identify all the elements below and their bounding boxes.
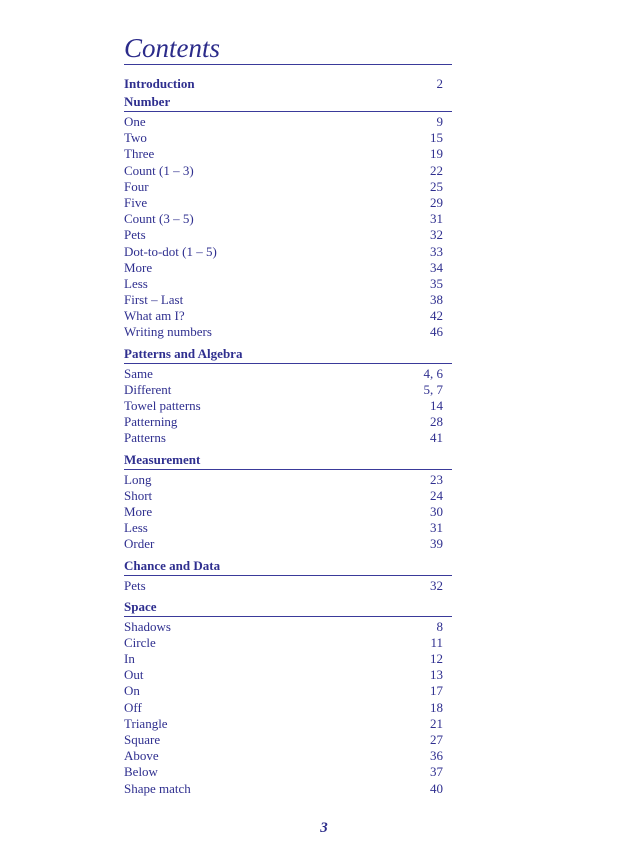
toc-entry-page: 32 bbox=[430, 577, 443, 593]
toc-entry-label: Count (3 – 5) bbox=[124, 211, 194, 227]
toc-entry-page: 19 bbox=[430, 146, 443, 162]
toc-entry-page: 40 bbox=[430, 780, 443, 796]
toc-section bbox=[124, 558, 452, 594]
toc-entry-row[interactable] bbox=[124, 146, 452, 162]
toc-entry-label: Triangle bbox=[124, 715, 168, 731]
toc-entry-row[interactable] bbox=[124, 700, 452, 716]
toc-section-heading bbox=[124, 558, 452, 576]
toc-entry-label: Dot-to-dot (1 – 5) bbox=[124, 243, 217, 259]
toc-entry-row[interactable] bbox=[124, 504, 452, 520]
toc-entry-label: Towel patterns bbox=[124, 398, 201, 413]
toc-entry-label: Patterning bbox=[124, 414, 178, 430]
toc-entry-label: Shadows bbox=[124, 618, 171, 634]
toc-entry-label: More bbox=[124, 259, 153, 275]
toc-entry-row[interactable] bbox=[124, 748, 452, 764]
toc-entry-page: 36 bbox=[430, 748, 443, 764]
toc-entry-label: On bbox=[124, 683, 140, 699]
toc-entry-label: In bbox=[124, 651, 135, 667]
section-heading-label: Measurement bbox=[124, 451, 201, 467]
toc-entry-row[interactable] bbox=[124, 667, 452, 683]
toc-entry-label: Shape match bbox=[124, 780, 191, 796]
toc-entry-row[interactable] bbox=[124, 578, 452, 594]
toc-entry-page: 2 bbox=[436, 76, 443, 91]
toc-entry-row[interactable] bbox=[124, 398, 452, 414]
toc-entry-row[interactable] bbox=[124, 414, 452, 430]
toc-entry-page: 28 bbox=[430, 414, 443, 430]
toc-entry-label: Short bbox=[124, 487, 153, 503]
toc-entry-row[interactable] bbox=[124, 260, 452, 276]
toc-section-heading bbox=[124, 452, 452, 470]
toc-entry-label: Off bbox=[124, 699, 142, 715]
toc-entry-page: 9 bbox=[436, 114, 443, 129]
toc-entry-label: Order bbox=[124, 536, 155, 552]
toc-entry-label: Four bbox=[124, 178, 149, 194]
toc-entry-page: 8 bbox=[436, 618, 443, 634]
toc-entry-page: 31 bbox=[430, 211, 443, 227]
toc-entry-row[interactable] bbox=[124, 227, 452, 243]
toc-section bbox=[124, 94, 452, 341]
section-heading-label: Number bbox=[124, 94, 171, 109]
toc-entry-label: Circle bbox=[124, 634, 156, 650]
toc-entry-label: Less bbox=[124, 520, 148, 536]
toc-entry-label: Writing numbers bbox=[124, 324, 212, 340]
toc-entry-label: First – Last bbox=[124, 292, 184, 308]
toc-entry-row[interactable] bbox=[124, 651, 452, 667]
toc-section bbox=[124, 599, 452, 797]
toc-entry-row[interactable] bbox=[124, 179, 452, 195]
toc-entry-page: 27 bbox=[430, 732, 443, 747]
toc-entry-label: Square bbox=[124, 732, 161, 747]
section-heading-label: Space bbox=[124, 598, 157, 614]
toc-entry-page: 15 bbox=[430, 130, 443, 146]
toc-entry-label: More bbox=[124, 503, 153, 519]
toc-entry-page: 23 bbox=[430, 471, 443, 487]
toc-entry-label: Different bbox=[124, 381, 172, 397]
toc-entry-page: 12 bbox=[430, 651, 443, 667]
toc-entry-row[interactable] bbox=[124, 244, 452, 260]
toc-entry-label: Pets bbox=[124, 577, 146, 593]
toc-entry-label: Long bbox=[124, 471, 152, 487]
toc-entry-row[interactable] bbox=[124, 472, 452, 488]
toc-entry-label: Patterns bbox=[124, 430, 166, 446]
toc-entry-page: 41 bbox=[430, 430, 443, 446]
toc-entry-page: 30 bbox=[430, 503, 443, 519]
toc-entry-page: 22 bbox=[430, 162, 443, 178]
toc-entry-label: Same bbox=[124, 365, 153, 381]
toc-entry-label: Two bbox=[124, 130, 147, 146]
toc-entry-page: 11 bbox=[430, 634, 443, 650]
toc-entry-label: Out bbox=[124, 667, 144, 683]
toc-entry-row[interactable] bbox=[124, 163, 452, 179]
toc-entry-row[interactable] bbox=[124, 488, 452, 504]
toc-entry-label: Introduction bbox=[124, 76, 195, 91]
toc-entry-row[interactable] bbox=[124, 292, 452, 308]
toc-entry-label: Above bbox=[124, 748, 159, 764]
toc-entry-row[interactable] bbox=[124, 130, 452, 146]
toc-entry-row[interactable] bbox=[124, 324, 452, 340]
toc-entry-row[interactable] bbox=[124, 114, 452, 130]
toc-entry-page: 4, 6 bbox=[423, 365, 443, 381]
toc-entry-label: Pets bbox=[124, 227, 146, 243]
toc-entry-page: 18 bbox=[430, 699, 443, 715]
toc-entry-row[interactable] bbox=[124, 764, 452, 780]
toc-section bbox=[124, 346, 452, 447]
toc-entry-label: Count (1 – 3) bbox=[124, 162, 194, 178]
toc-entry-row[interactable] bbox=[124, 683, 452, 699]
toc-entry-page: 37 bbox=[430, 764, 443, 780]
toc-entry-row[interactable] bbox=[124, 635, 452, 651]
table-of-contents bbox=[124, 75, 452, 797]
toc-section bbox=[124, 452, 452, 553]
toc-entry-page: 5, 7 bbox=[423, 381, 443, 397]
toc-entry-label: Five bbox=[124, 194, 148, 210]
toc-entry-row[interactable] bbox=[124, 430, 452, 446]
page-number: 3 bbox=[320, 820, 328, 836]
toc-entry-page: 39 bbox=[430, 536, 443, 552]
toc-entry-row[interactable] bbox=[124, 308, 452, 324]
toc-entry-page: 14 bbox=[430, 398, 443, 413]
toc-entry-page: 42 bbox=[430, 308, 443, 324]
toc-entry-row[interactable] bbox=[124, 716, 452, 732]
title-divider bbox=[124, 64, 452, 65]
toc-entry-row[interactable] bbox=[124, 781, 452, 797]
toc-entry-page: 29 bbox=[430, 194, 443, 210]
toc-entry-label: What am I? bbox=[124, 308, 185, 324]
section-heading-label: Patterns and Algebra bbox=[124, 345, 243, 361]
toc-entry-label: One bbox=[124, 114, 146, 129]
toc-entry-page: 31 bbox=[430, 520, 443, 536]
toc-entry-page: 25 bbox=[430, 178, 443, 194]
toc-entry-row[interactable] bbox=[124, 276, 452, 292]
toc-entry-page: 21 bbox=[430, 715, 443, 731]
toc-intro-row[interactable] bbox=[124, 76, 452, 92]
toc-entry-page: 17 bbox=[430, 683, 443, 699]
page-title: Contents bbox=[124, 33, 221, 63]
section-heading-label: Chance and Data bbox=[124, 557, 221, 573]
toc-entry-row[interactable] bbox=[124, 732, 452, 748]
toc-entry-label: Three bbox=[124, 146, 155, 162]
toc-entry-page: 38 bbox=[430, 292, 443, 308]
toc-entry-row[interactable] bbox=[124, 195, 452, 211]
toc-section-heading bbox=[124, 346, 452, 364]
toc-entry-page: 32 bbox=[430, 227, 443, 243]
toc-entry-page: 46 bbox=[430, 324, 443, 340]
toc-entry-row[interactable] bbox=[124, 211, 452, 227]
toc-entry-label: Below bbox=[124, 764, 158, 780]
toc-entry-label: Less bbox=[124, 275, 148, 291]
toc-entry-row[interactable] bbox=[124, 619, 452, 635]
toc-entry-row[interactable] bbox=[124, 366, 452, 382]
toc-entry-row[interactable] bbox=[124, 536, 452, 552]
toc-entry-row[interactable] bbox=[124, 520, 452, 536]
toc-entry-page: 34 bbox=[430, 259, 443, 275]
toc-entry-page: 35 bbox=[430, 275, 443, 291]
toc-section-heading bbox=[124, 599, 452, 617]
toc-entry-page: 13 bbox=[430, 667, 443, 683]
toc-entry-page: 24 bbox=[430, 487, 443, 503]
toc-section-heading bbox=[124, 94, 452, 112]
toc-entry-page: 33 bbox=[430, 243, 443, 259]
toc-entry-row[interactable] bbox=[124, 382, 452, 398]
